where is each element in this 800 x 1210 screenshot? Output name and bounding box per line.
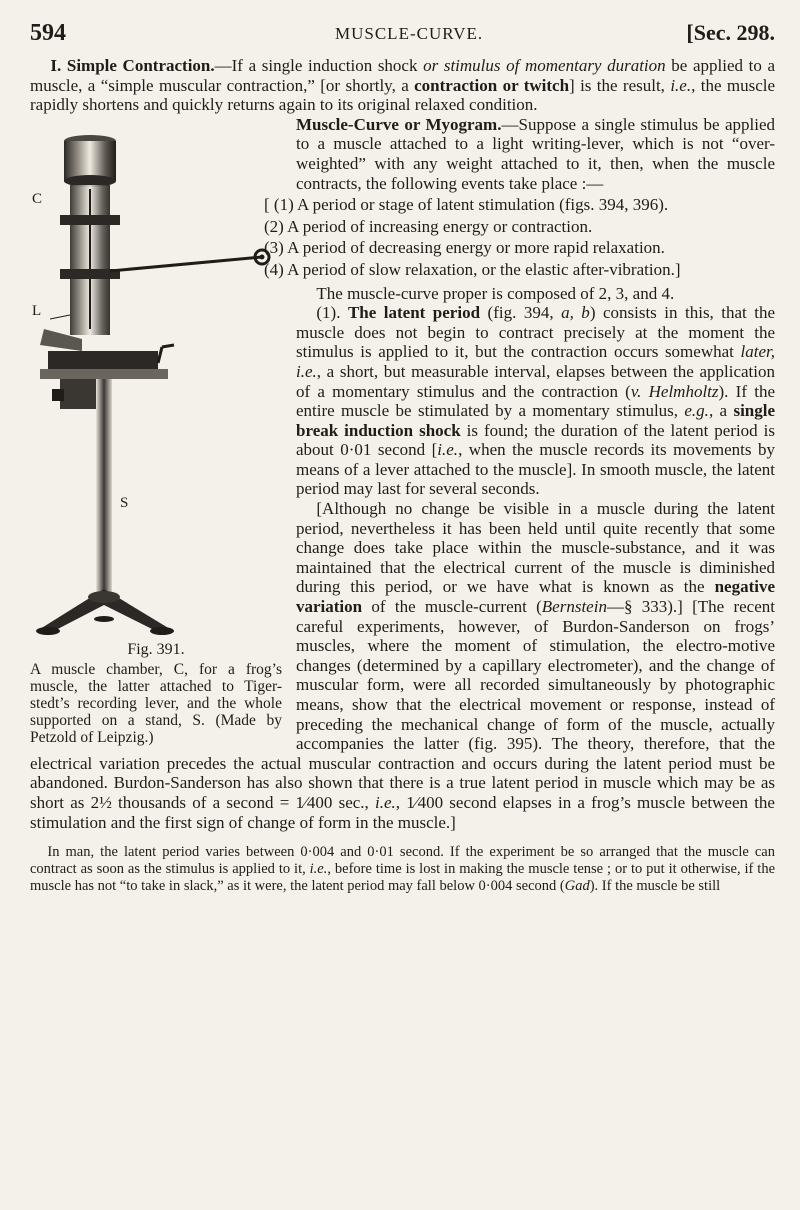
text-run: [Although no change be visible in a muscle during the latent period, nevertheless it has been held until quite recently that some change does take place within the muscle-substance, and it was maintained that the electrical current of the muscle is diminished during this period, or we have what is known as the (296, 499, 775, 597)
text-run: ). If the muscle be still (589, 878, 721, 895)
text-run: (fig. 394, (480, 303, 562, 323)
text-run: —Suppose a single stimulus be applied to a muscle attached to a light writing-lever, which is not “over-weighted” with any weight attached to it, then, when the muscle contracts, the following events take place :— (296, 114, 776, 193)
page-number: 594 (30, 20, 66, 46)
text-run-italic: e.g. (684, 401, 709, 421)
text-run-italic: i.e. (309, 861, 328, 878)
text-run: sec., (332, 792, 375, 812)
curve-summary: The muscle-curve proper is composed of 2, 3, and 4. (316, 283, 675, 303)
text-run: , when the muscle records its movements by means of a lever attached to the muscle]. In smooth muscle, the latent period may last for several seconds. (296, 440, 775, 499)
text-run: of the muscle-current ( (362, 597, 542, 617)
term-negative-variation: negative variation (296, 577, 775, 617)
text-run: ] is the result, (569, 75, 671, 95)
text-run: ) consists in this, that the muscle does not begin to contract precisely at the moment the stimulus is applied to it, but the contraction occurs somewhat (296, 303, 776, 362)
text-run: —If a single induction shock (214, 56, 424, 75)
simple-contraction-heading: I. Simple Contraction. (50, 56, 215, 75)
text-run: , a (708, 401, 734, 421)
figure-number: Fig. 391. (127, 640, 185, 658)
text-run: , the muscle rapidly shortens and quickly returns again to its original relaxed condition. (30, 75, 776, 115)
text-run: ). If the entire muscle be stimulated by a momentary stimulus, (296, 381, 775, 421)
page (30, 16, 775, 910)
running-title: MUSCLE-CURVE. (335, 24, 484, 43)
figure-caption: A muscle chamber, C, for a frog’s muscle, the latter attached to Tiger-stedt’s recording lever, and the whole supported on a stand, S. (Made by Petzold of Leipzig.) (30, 660, 282, 746)
text-run-italic: Gad (564, 878, 590, 895)
term-contraction-or-twitch: contraction or twitch (414, 75, 570, 95)
muscle-chamber-illustration (30, 119, 282, 639)
list-item: (4) A period of slow relaxation, or the elastic after-vibration.] (264, 259, 681, 279)
text-run: —§ 333).] [The recent careful experiments, however, of Burdon-Sanderson on frogs’ muscles, where the moment of stimulation, the electro-motive changes (determined by a capillary electrometer), and the change of muscular form, were all recorded simultaneously by photographic means, show that the electrical movement or response, instead of preceding the mechanical change of form of the muscle, actually accompanies the latter (fig. 395). The theory, therefore, that the electrical variation precedes the actual muscular contraction and occurs during the latent period must be abandoned. Burdon-Sanderson has also shown that there is a true latent period in muscle which may be as short as 2½ thousands of a second = (30, 597, 775, 812)
text-run-italic: a, b (561, 303, 590, 323)
text-run-italic: Bernstein (541, 597, 607, 617)
list-item: [ (1) A period or stage of latent stimulation (figs. 394, 396). (264, 195, 669, 215)
figure-label-s: S (120, 494, 129, 511)
figure-label-l: L (32, 302, 42, 319)
term-latent-period: The latent period (347, 303, 481, 323)
footnote-paragraph (30, 844, 775, 895)
running-head (30, 16, 775, 56)
text-run: , before time is lost in making the muscle tense ; or to put it otherwise, if the muscle has not “to take in slack,” as it were, the latent period may fall below 0·004 second ( (30, 861, 776, 895)
text-run-italic: or stimulus of momentary duration (423, 56, 666, 75)
fraction: 1⁄400 (406, 792, 444, 812)
figure-391 (30, 119, 282, 746)
text-run: , (395, 792, 407, 812)
text-run-italic: i.e. (437, 440, 459, 460)
text-run-italic: i.e. (670, 75, 692, 95)
fraction: 1⁄400 (295, 792, 333, 812)
text-run: In man, the latent period varies between 0·004 and 0·01 second. If the experiment be so arranged that the muscle can contract as soon as the stimulus is applied to it, (30, 844, 775, 878)
term-single-break-shock: single break induction shock (296, 401, 776, 440)
section-reference: [Sec. 298. (686, 20, 775, 45)
text-run: , a short, but measurable interval, elapses between the application of a momentary stimulus and the contraction ( (296, 361, 775, 401)
text-run: is found; the duration of the latent period is about 0·01 second [ (296, 420, 775, 460)
list-item: (2) A period of increasing energy or contraction. (264, 216, 593, 236)
text-run: (1). (316, 303, 348, 323)
list-item: (3) A period of decreasing energy or more rapid relaxation. (264, 238, 665, 258)
text-run: be applied to a muscle, a “simple muscular contraction,” [or shortly, a (30, 56, 776, 95)
simple-contraction-paragraph (30, 56, 775, 115)
figure-label-c: C (32, 190, 43, 207)
text-run-italic: i.e. (375, 792, 396, 812)
text-run: second elapses in a frog’s muscle between the stimulation and the first sign of change of form in the muscle.] (30, 792, 775, 832)
myogram-heading: Muscle-Curve or Myogram. (296, 114, 502, 134)
text-run-italic: later, i.e. (296, 342, 775, 381)
text-run-italic: v. Helmholtz (630, 381, 719, 401)
